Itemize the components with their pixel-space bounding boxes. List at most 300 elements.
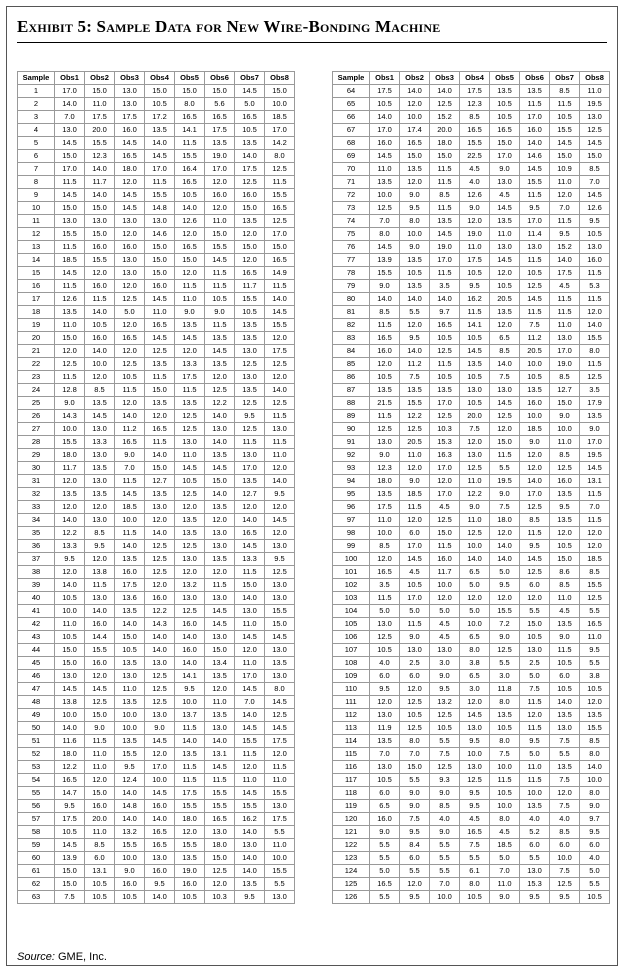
observation-cell: 17.0 — [490, 150, 520, 163]
observation-cell: 10.0 — [400, 228, 430, 241]
table-row — [18, 449, 295, 462]
observation-cell: 9.5 — [115, 761, 145, 774]
source-note — [17, 951, 107, 963]
source-label: Source: — [17, 951, 55, 963]
observation-cell: 14.4 — [85, 631, 115, 644]
observation-cell: 20.5 — [400, 436, 430, 449]
observation-cell: 17.0 — [145, 163, 175, 176]
observation-cell: 13.0 — [205, 722, 235, 735]
observation-cell: 15.5 — [115, 839, 145, 852]
observation-cell: 11.5 — [550, 306, 580, 319]
observation-cell: 12.0 — [580, 306, 610, 319]
observation-cell: 9.5 — [235, 410, 265, 423]
observation-cell: 11.9 — [370, 722, 400, 735]
observation-cell: 14.5 — [85, 683, 115, 696]
table-row — [333, 436, 610, 449]
table-row — [333, 254, 610, 267]
observation-cell: 5.5 — [400, 306, 430, 319]
table-row — [18, 254, 295, 267]
observation-cell: 7.5 — [430, 748, 460, 761]
observation-cell: 12.0 — [85, 553, 115, 566]
observation-cell: 5.0 — [520, 748, 550, 761]
column-header: Obs3 — [430, 72, 460, 85]
observation-cell: 15.0 — [550, 150, 580, 163]
column-header: Obs6 — [520, 72, 550, 85]
observation-cell: 14.0 — [235, 709, 265, 722]
table-row — [333, 215, 610, 228]
observation-cell: 18.0 — [370, 475, 400, 488]
table-row — [18, 319, 295, 332]
observation-cell: 15.0 — [490, 436, 520, 449]
observation-cell: 7.0 — [430, 878, 460, 891]
observation-cell: 13.5 — [235, 137, 265, 150]
observation-cell: 11.2 — [520, 332, 550, 345]
sample-number-cell: 4 — [18, 124, 55, 137]
table-row — [333, 683, 610, 696]
observation-cell: 12.6 — [175, 215, 205, 228]
table-row — [333, 514, 610, 527]
observation-cell: 13.5 — [550, 709, 580, 722]
observation-cell: 16.0 — [550, 475, 580, 488]
observation-cell: 11.5 — [205, 319, 235, 332]
observation-cell: 14.5 — [520, 163, 550, 176]
observation-cell: 11.5 — [370, 592, 400, 605]
observation-cell: 11.5 — [370, 410, 400, 423]
table-body — [18, 85, 295, 904]
observation-cell: 14.0 — [85, 306, 115, 319]
observation-cell: 12.0 — [175, 566, 205, 579]
observation-cell: 10.0 — [370, 189, 400, 202]
observation-cell: 14.8 — [145, 202, 175, 215]
observation-cell: 12.5 — [175, 605, 205, 618]
observation-cell: 13.5 — [370, 176, 400, 189]
observation-cell: 13.0 — [55, 215, 85, 228]
observation-cell: 14.5 — [115, 137, 145, 150]
observation-cell: 10.5 — [550, 683, 580, 696]
observation-cell: 11.0 — [265, 774, 295, 787]
sample-number-cell: 124 — [333, 865, 370, 878]
observation-cell: 5.3 — [580, 280, 610, 293]
observation-cell: 15.0 — [145, 241, 175, 254]
sample-number-cell: 9 — [18, 189, 55, 202]
observation-cell: 12.5 — [370, 202, 400, 215]
observation-cell: 15.5 — [235, 735, 265, 748]
observation-cell: 16.5 — [145, 423, 175, 436]
observation-cell: 6.5 — [460, 631, 490, 644]
observation-cell: 17.0 — [265, 124, 295, 137]
observation-cell: 12.4 — [115, 774, 145, 787]
observation-cell: 14.5 — [490, 397, 520, 410]
observation-cell: 10.5 — [175, 189, 205, 202]
observation-cell: 15.0 — [85, 85, 115, 98]
observation-cell: 16.0 — [85, 241, 115, 254]
observation-cell: 12.0 — [370, 696, 400, 709]
observation-cell: 11.5 — [175, 137, 205, 150]
observation-cell: 16.0 — [145, 800, 175, 813]
observation-cell: 10.5 — [430, 722, 460, 735]
observation-cell: 7.0 — [490, 865, 520, 878]
observation-cell: 13.0 — [580, 111, 610, 124]
observation-cell: 13.0 — [370, 709, 400, 722]
observation-cell: 12.5 — [145, 345, 175, 358]
table-row — [333, 371, 610, 384]
table-row — [18, 787, 295, 800]
table-header — [333, 72, 610, 85]
sample-number-cell: 99 — [333, 540, 370, 553]
observation-cell: 12.5 — [145, 540, 175, 553]
observation-cell: 17.0 — [235, 670, 265, 683]
observation-cell: 15.0 — [430, 150, 460, 163]
observation-cell: 16.5 — [235, 111, 265, 124]
observation-cell: 15.2 — [550, 241, 580, 254]
observation-cell: 14.5 — [145, 332, 175, 345]
observation-cell: 5.5 — [580, 605, 610, 618]
observation-cell: 12.0 — [85, 267, 115, 280]
observation-cell: 4.0 — [430, 813, 460, 826]
observation-cell: 12.5 — [145, 670, 175, 683]
observation-cell: 19.5 — [580, 98, 610, 111]
observation-cell: 15.5 — [580, 579, 610, 592]
observation-cell: 12.0 — [520, 462, 550, 475]
observation-cell: 8.5 — [580, 735, 610, 748]
observation-cell: 15.0 — [550, 397, 580, 410]
observation-cell: 15.0 — [430, 527, 460, 540]
sample-number-cell: 79 — [333, 280, 370, 293]
observation-cell: 16.5 — [175, 176, 205, 189]
table-row — [18, 852, 295, 865]
observation-cell: 10.0 — [580, 774, 610, 787]
observation-cell: 11.5 — [580, 488, 610, 501]
sample-number-cell: 10 — [18, 202, 55, 215]
observation-cell: 18.5 — [55, 254, 85, 267]
observation-cell: 12.0 — [460, 436, 490, 449]
observation-cell: 11.5 — [550, 644, 580, 657]
observation-cell: 13.9 — [55, 852, 85, 865]
observation-cell: 5.5 — [520, 852, 550, 865]
sample-number-cell: 21 — [18, 345, 55, 358]
observation-cell: 3.0 — [430, 657, 460, 670]
table-row — [333, 891, 610, 904]
observation-cell: 9.0 — [400, 475, 430, 488]
observation-cell: 9.5 — [550, 501, 580, 514]
observation-cell: 11.5 — [205, 267, 235, 280]
observation-cell: 4.5 — [400, 566, 430, 579]
observation-cell: 11.5 — [580, 358, 610, 371]
observation-cell: 9.5 — [85, 540, 115, 553]
observation-cell: 13.0 — [430, 644, 460, 657]
observation-cell: 4.5 — [490, 189, 520, 202]
sample-number-cell: 69 — [333, 150, 370, 163]
observation-cell: 15.5 — [85, 644, 115, 657]
observation-cell: 14.5 — [115, 488, 145, 501]
observation-cell: 11.0 — [460, 475, 490, 488]
observation-cell: 11.0 — [490, 878, 520, 891]
observation-cell: 17.0 — [400, 592, 430, 605]
observation-cell: 14.0 — [145, 631, 175, 644]
observation-cell: 10.0 — [550, 852, 580, 865]
sample-number-cell: 103 — [333, 592, 370, 605]
observation-cell: 10.0 — [430, 579, 460, 592]
observation-cell: 15.0 — [145, 85, 175, 98]
observation-cell: 12.5 — [460, 774, 490, 787]
observation-cell: 13.0 — [115, 85, 145, 98]
observation-cell: 6.5 — [370, 800, 400, 813]
observation-cell: 8.6 — [550, 566, 580, 579]
observation-cell: 12.0 — [520, 449, 550, 462]
table-row — [18, 514, 295, 527]
sample-number-cell: 64 — [333, 85, 370, 98]
observation-cell: 9.0 — [400, 241, 430, 254]
observation-cell: 14.0 — [265, 475, 295, 488]
observation-cell: 9.0 — [490, 163, 520, 176]
observation-cell: 14.0 — [490, 540, 520, 553]
observation-cell: 16.5 — [175, 241, 205, 254]
observation-cell: 11.5 — [145, 436, 175, 449]
observation-cell: 8.5 — [430, 189, 460, 202]
observation-cell: 13.0 — [235, 371, 265, 384]
table-row — [18, 202, 295, 215]
observation-cell: 9.7 — [430, 306, 460, 319]
sample-number-cell: 60 — [18, 852, 55, 865]
observation-cell: 13.0 — [55, 670, 85, 683]
observation-cell: 8.0 — [460, 878, 490, 891]
observation-cell: 15.0 — [265, 85, 295, 98]
observation-cell: 12.5 — [550, 462, 580, 475]
observation-cell: 8.0 — [370, 228, 400, 241]
observation-cell: 16.5 — [460, 826, 490, 839]
observation-cell: 14.5 — [235, 540, 265, 553]
observation-cell: 11.0 — [145, 306, 175, 319]
observation-cell: 15.5 — [400, 397, 430, 410]
observation-cell: 11.0 — [550, 592, 580, 605]
observation-cell: 13.5 — [550, 488, 580, 501]
observation-cell: 13.5 — [400, 384, 430, 397]
observation-cell: 14.0 — [370, 111, 400, 124]
table-row — [333, 761, 610, 774]
observation-cell: 7.5 — [490, 371, 520, 384]
observation-cell: 13.0 — [145, 852, 175, 865]
observation-cell: 22.5 — [460, 150, 490, 163]
sample-number-cell: 94 — [333, 475, 370, 488]
observation-cell: 13.0 — [205, 631, 235, 644]
observation-cell: 9.0 — [460, 202, 490, 215]
sample-number-cell: 85 — [333, 358, 370, 371]
observation-cell: 11.5 — [520, 189, 550, 202]
sample-number-cell: 113 — [333, 722, 370, 735]
observation-cell: 13.0 — [175, 553, 205, 566]
observation-cell: 14.0 — [85, 189, 115, 202]
table-row — [18, 605, 295, 618]
column-header: Obs2 — [400, 72, 430, 85]
observation-cell: 20.0 — [85, 813, 115, 826]
observation-cell: 14.0 — [145, 527, 175, 540]
observation-cell: 17.0 — [370, 124, 400, 137]
observation-cell: 10.0 — [520, 358, 550, 371]
observation-cell: 13.5 — [550, 514, 580, 527]
observation-cell: 11.5 — [115, 527, 145, 540]
observation-cell: 3.5 — [370, 579, 400, 592]
observation-cell: 10.5 — [550, 111, 580, 124]
table-row — [333, 332, 610, 345]
table-row — [18, 683, 295, 696]
column-header: Sample — [333, 72, 370, 85]
observation-cell: 5.5 — [400, 865, 430, 878]
observation-cell: 17.4 — [400, 124, 430, 137]
observation-cell: 14.0 — [235, 150, 265, 163]
sample-number-cell: 86 — [333, 371, 370, 384]
observation-cell: 10.5 — [115, 644, 145, 657]
table-row — [333, 163, 610, 176]
observation-cell: 8.0 — [400, 215, 430, 228]
observation-cell: 9.5 — [400, 891, 430, 904]
table-row — [18, 306, 295, 319]
observation-cell: 13.5 — [145, 124, 175, 137]
observation-cell: 17.0 — [400, 540, 430, 553]
observation-cell: 16.0 — [145, 865, 175, 878]
sample-number-cell: 57 — [18, 813, 55, 826]
observation-cell: 12.0 — [115, 345, 145, 358]
observation-cell: 15.0 — [55, 150, 85, 163]
observation-cell: 10.5 — [520, 371, 550, 384]
table-row — [18, 241, 295, 254]
observation-cell: 17.0 — [265, 228, 295, 241]
observation-cell: 13.0 — [85, 423, 115, 436]
observation-cell: 16.0 — [370, 137, 400, 150]
observation-cell: 13.8 — [85, 566, 115, 579]
observation-cell: 10.5 — [235, 306, 265, 319]
observation-cell: 14.5 — [205, 605, 235, 618]
observation-cell: 5.5 — [265, 826, 295, 839]
sample-number-cell: 102 — [333, 579, 370, 592]
observation-cell: 16.0 — [145, 280, 175, 293]
observation-cell: 4.5 — [460, 813, 490, 826]
sample-number-cell: 66 — [333, 111, 370, 124]
column-header: Obs3 — [115, 72, 145, 85]
sample-number-cell: 98 — [333, 527, 370, 540]
observation-cell: 10.5 — [55, 592, 85, 605]
table-row — [18, 228, 295, 241]
observation-cell: 9.0 — [400, 787, 430, 800]
observation-cell: 16.0 — [175, 644, 205, 657]
observation-cell: 14.5 — [55, 137, 85, 150]
observation-cell: 10.5 — [460, 371, 490, 384]
observation-cell: 16.5 — [145, 319, 175, 332]
sample-number-cell: 1 — [18, 85, 55, 98]
observation-cell: 16.0 — [580, 254, 610, 267]
observation-cell: 10.0 — [55, 605, 85, 618]
table-row — [18, 176, 295, 189]
observation-cell: 11.0 — [115, 683, 145, 696]
observation-cell: 12.0 — [145, 748, 175, 761]
observation-cell: 12.5 — [265, 163, 295, 176]
observation-cell: 10.5 — [115, 371, 145, 384]
sample-number-cell: 52 — [18, 748, 55, 761]
observation-cell: 9.5 — [265, 553, 295, 566]
observation-cell: 7.5 — [400, 813, 430, 826]
observation-cell: 2.5 — [400, 657, 430, 670]
observation-cell: 13.5 — [490, 215, 520, 228]
table-row — [333, 631, 610, 644]
observation-cell: 16.0 — [175, 878, 205, 891]
observation-cell: 17.5 — [265, 813, 295, 826]
observation-cell: 7.5 — [490, 748, 520, 761]
observation-cell: 10.0 — [265, 852, 295, 865]
observation-cell: 10.5 — [550, 657, 580, 670]
observation-cell: 14.2 — [265, 137, 295, 150]
observation-cell: 15.5 — [115, 748, 145, 761]
table-row — [333, 813, 610, 826]
observation-cell: 19.5 — [580, 449, 610, 462]
table-row — [18, 813, 295, 826]
observation-cell: 12.5 — [430, 514, 460, 527]
observation-cell: 15.0 — [550, 553, 580, 566]
observation-cell: 3.5 — [580, 384, 610, 397]
table-row — [333, 98, 610, 111]
observation-cell: 13.0 — [205, 592, 235, 605]
observation-cell: 11.0 — [265, 449, 295, 462]
observation-cell: 12.0 — [205, 878, 235, 891]
sample-number-cell: 8 — [18, 176, 55, 189]
table-row — [333, 592, 610, 605]
observation-cell: 13.5 — [205, 137, 235, 150]
sample-number-cell: 76 — [333, 241, 370, 254]
observation-cell: 17.5 — [550, 267, 580, 280]
observation-cell: 14.6 — [520, 150, 550, 163]
observation-cell: 14.5 — [235, 683, 265, 696]
sample-number-cell: 46 — [18, 670, 55, 683]
observation-cell: 12.5 — [235, 397, 265, 410]
observation-cell: 14.7 — [55, 787, 85, 800]
observation-cell: 7.5 — [460, 839, 490, 852]
observation-cell: 10.5 — [460, 891, 490, 904]
observation-cell: 14.5 — [205, 254, 235, 267]
observation-cell: 13.0 — [145, 215, 175, 228]
observation-cell: 13.5 — [490, 709, 520, 722]
observation-cell: 7.5 — [550, 735, 580, 748]
observation-cell: 16.0 — [370, 345, 400, 358]
observation-cell: 14.0 — [265, 293, 295, 306]
table-row — [18, 878, 295, 891]
observation-cell: 13.0 — [460, 722, 490, 735]
observation-cell: 13.1 — [85, 865, 115, 878]
sample-number-cell: 92 — [333, 449, 370, 462]
observation-cell: 9.0 — [430, 826, 460, 839]
observation-cell: 11.0 — [580, 631, 610, 644]
table-row — [18, 553, 295, 566]
observation-cell: 16.0 — [115, 878, 145, 891]
observation-cell: 14.5 — [265, 306, 295, 319]
observation-cell: 10.5 — [460, 397, 490, 410]
sample-number-cell: 118 — [333, 787, 370, 800]
observation-cell: 12.0 — [265, 462, 295, 475]
observation-cell: 14.5 — [205, 345, 235, 358]
observation-cell: 10.0 — [460, 748, 490, 761]
observation-cell: 10.5 — [55, 631, 85, 644]
observation-cell: 15.2 — [430, 111, 460, 124]
observation-cell: 5.0 — [490, 566, 520, 579]
observation-cell: 6.0 — [550, 839, 580, 852]
table-row — [18, 527, 295, 540]
observation-cell: 14.5 — [205, 462, 235, 475]
observation-cell: 13.5 — [205, 358, 235, 371]
observation-cell: 8.5 — [520, 514, 550, 527]
observation-cell: 13.5 — [55, 306, 85, 319]
observation-cell: 16.0 — [520, 397, 550, 410]
observation-cell: 15.0 — [175, 254, 205, 267]
observation-cell: 9.0 — [175, 306, 205, 319]
observation-cell: 11.5 — [85, 735, 115, 748]
observation-cell: 11.0 — [85, 748, 115, 761]
